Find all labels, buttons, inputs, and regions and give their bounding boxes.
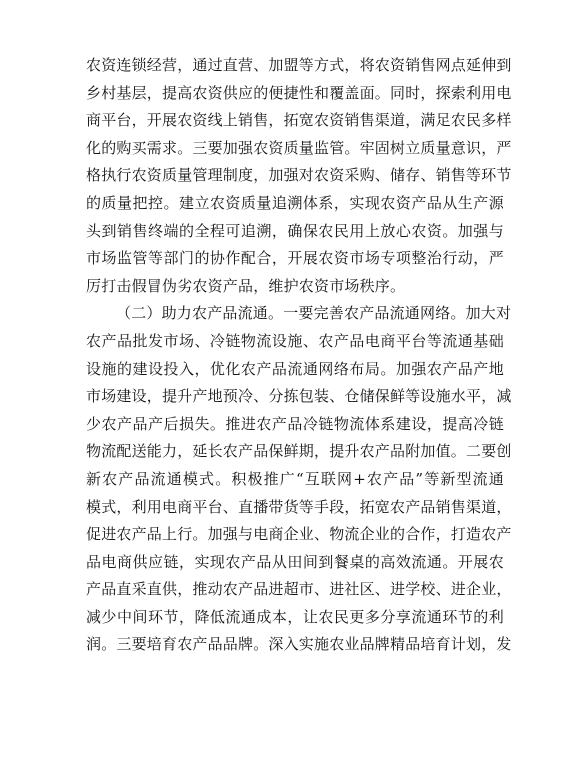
text-line: 商平台，开展农资线上销售，拓宽农资销售渠道，满足农民多样 [86,111,512,130]
text-line: 农产品批发市场、冷链物流设施、农产品电商平台等流通基础 [86,331,504,350]
text-line: 减少中间环节，降低流通成本，让农民更多分享流通环节的利 [86,607,504,626]
text-line: 乡村基层，提高农资供应的便捷性和覆盖面。同时，探索利用电 [86,83,512,102]
text-line: 促进农产品上行。加强与电商企业、物流企业的合作，打造农产 [86,525,512,544]
section-heading-line: （二）助力农产品流通。一要完善农产品流通网络。加大对 [116,304,512,323]
text-line: 少农产品产后损失。推进农产品冷链物流体系建设，提高冷链 [86,414,504,433]
text-line: 的质量把控。建立农资质量追溯体系，实现农资产品从生产源 [86,193,504,212]
text-line: 厉打击假冒伪劣农资产品，维护农资市场秩序。 [86,276,406,295]
document-body [86,52,512,659]
text-line: 设施的建设投入，优化农产品流通网络布局。加强农产品产地 [86,359,504,378]
text-line: 新农产品流通模式。积极推广“互联网+农产品”等新型流通 [86,469,504,488]
text-line: 农资连锁经营，通过直营、加盟等方式，将农资销售网点延伸到 [86,56,512,74]
text-line: 化的购买需求。三要加强农资质量监管。牢固树立质量意识，严 [86,138,512,157]
text-line: 市场建设，提升产地预冷、分拣包装、仓储保鲜等设施水平，减 [86,387,512,406]
text-line: 产品直采直供，推动农产品进超市、进社区、进学校、进企业， [86,580,512,599]
text-line: 模式，利用电商平台、直播带货等手段，拓宽农产品销售渠道， [86,497,512,516]
text-line: 市场监管等部门的协作配合，开展农资市场专项整治行动，严 [86,249,504,268]
text-line: 物流配送能力，延长农产品保鲜期，提升农产品附加值。二要创 [86,442,512,461]
text-line: 头到销售终端的全程可追溯，确保农民用上放心农资。加强与 [86,221,504,240]
text-line: 品电商供应链，实现农产品从田间到餐桌的高效流通。开展农 [86,552,504,571]
text-line: 润。三要培育农产品品牌。深入实施农业品牌精品培育计划，发 [86,635,512,654]
text-line: 格执行农资质量管理制度，加强对农资采购、储存、销售等环节 [86,166,512,185]
